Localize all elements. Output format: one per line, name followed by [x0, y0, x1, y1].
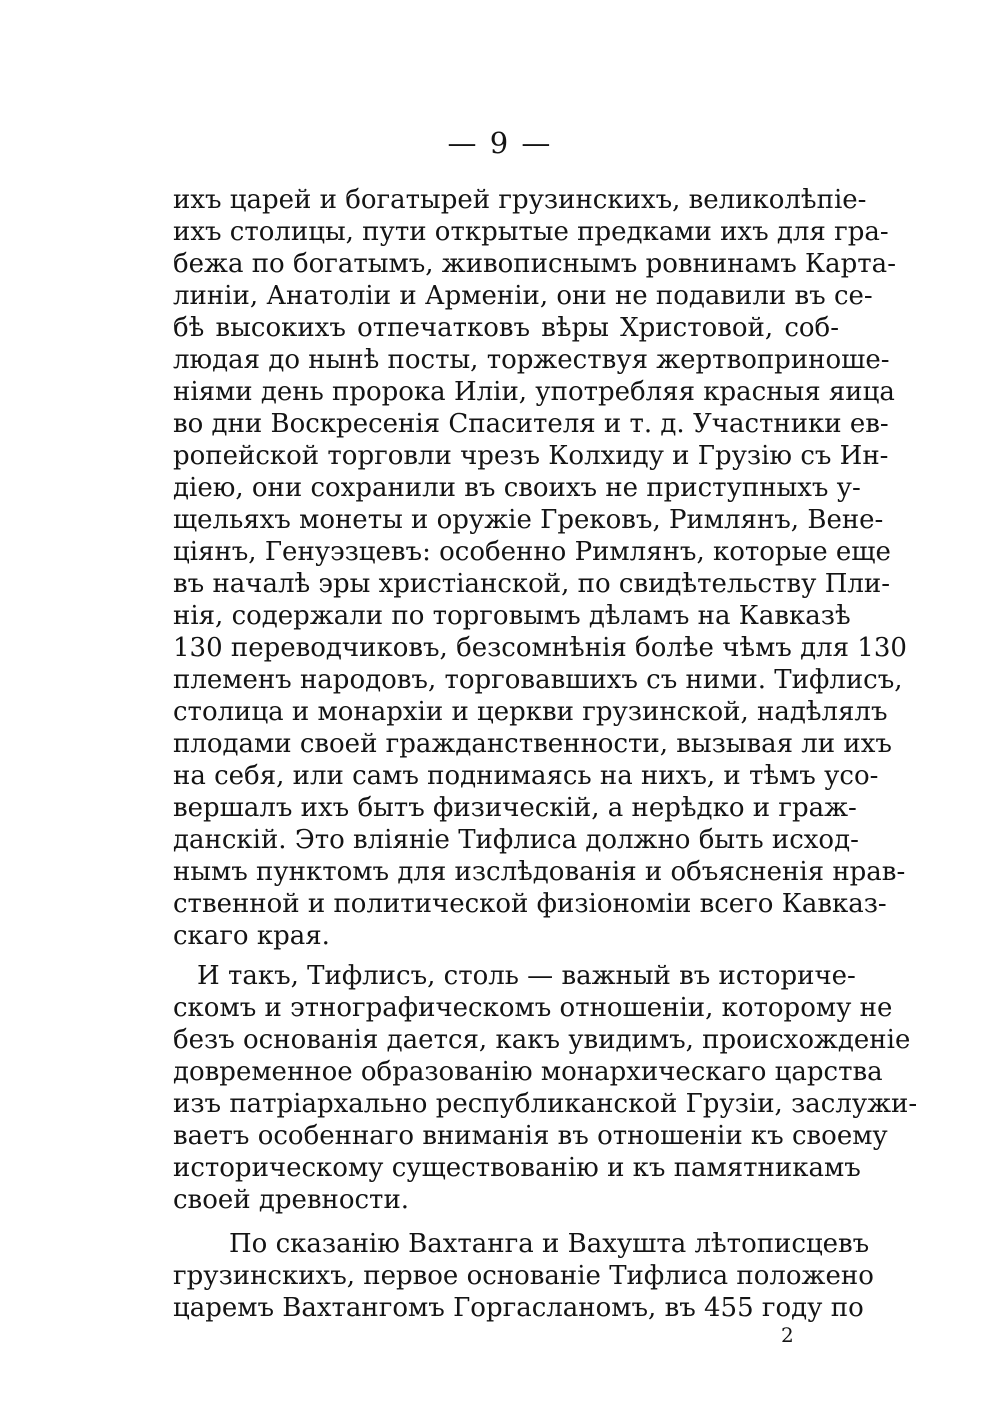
text-line: скаго края.	[173, 921, 330, 951]
text-line: 130 переводчиковъ, безсомнѣнія болѣе чѣмъ для 130	[173, 633, 907, 663]
text-line: ніями день пророка Иліи, употребляя красныя яица	[173, 377, 895, 407]
text-line: нія, содержали по торговымъ дѣламъ на Кавказѣ	[173, 601, 851, 631]
paragraph-1	[173, 184, 907, 952]
text-line: на себя, или самъ поднимаясь на нихъ, и тѣмъ усо-	[173, 761, 879, 791]
signature-mark: 2	[781, 1323, 794, 1347]
text-line: ропейской торговли чрезъ Колхиду и Грузію съ Ин-	[173, 441, 889, 471]
text-line: линіи, Анатоліи и Арменіи, они не подавили въ се-	[173, 281, 873, 311]
text-line: царемъ Вахтангомъ Горгасланомъ, въ 455 году по	[173, 1293, 864, 1323]
text-line: скомъ и этнографическомъ отношеніи, которому не	[173, 993, 893, 1023]
text-line: щельяхъ монеты и оружіе Грековъ, Римлянъ, Вене-	[173, 505, 884, 535]
text-line: изъ патріархально республиканской Грузіи, заслужи-	[173, 1089, 918, 1119]
paragraph-2	[173, 960, 918, 1216]
text-line: въ началѣ эры христіанской, по свидѣтельству Пли-	[173, 569, 890, 599]
text-line: столица и монархіи и церкви грузинской, надѣлялъ	[173, 697, 888, 727]
text-line: племенъ народовъ, торговавшихъ съ ними. Тифлисъ,	[173, 665, 903, 695]
text-line: бежа по богатымъ, живописнымъ ровнинамъ Карта-	[173, 249, 896, 279]
text-line: своей древности.	[173, 1185, 410, 1215]
text-line: По сказанію Вахтанга и Вахушта лѣтописцевъ	[229, 1229, 870, 1259]
page-number: — 9 —	[447, 126, 553, 160]
text-line: довременное образованію монархическаго царства	[173, 1057, 883, 1087]
text-line: И такъ, Тифлисъ, столь — важный въ историче-	[197, 961, 856, 991]
text-line: ихъ столицы, пути открытые предками ихъ для гра-	[173, 217, 889, 247]
text-line: бѣ высокихъ отпечатковъ вѣры Христовой, соб-	[173, 313, 839, 343]
text-line: во дни Воскресенія Спасителя и т. д. Участники ев-	[173, 409, 889, 439]
text-line: историческому существованію и къ памятникамъ	[173, 1153, 861, 1183]
text-line: людая до нынѣ посты, торжествуя жертвоприноше-	[173, 345, 890, 375]
paragraph-3	[173, 1228, 874, 1324]
text-line: нымъ пунктомъ для изслѣдованія и объясненія нрав-	[173, 857, 906, 887]
text-line: вершалъ ихъ бытъ физическій, а нерѣдко и граж-	[173, 793, 857, 823]
text-line: ціянъ, Генуэзцевъ: особенно Римлянъ, которые еще	[173, 537, 891, 567]
text-line: данскій. Это вліяніе Тифлиса должно быть исход-	[173, 825, 859, 855]
text-line: ственной и политической физіономіи всего Кавказ-	[173, 889, 887, 919]
text-line: ихъ царей и богатырей грузинскихъ, великолѣпіе-	[173, 185, 867, 215]
text-line: діею, они сохранили въ своихъ не приступныхъ у-	[173, 473, 861, 503]
text-line: безъ основанія дается, какъ увидимъ, происхожденіе	[173, 1025, 911, 1055]
text-line: грузинскихъ, первое основаніе Тифлиса положено	[173, 1261, 874, 1291]
text-line: плодами своей гражданственности, вызывая ли ихъ	[173, 729, 892, 759]
text-line: ваетъ особеннаго вниманія въ отношеніи къ своему	[173, 1121, 888, 1151]
